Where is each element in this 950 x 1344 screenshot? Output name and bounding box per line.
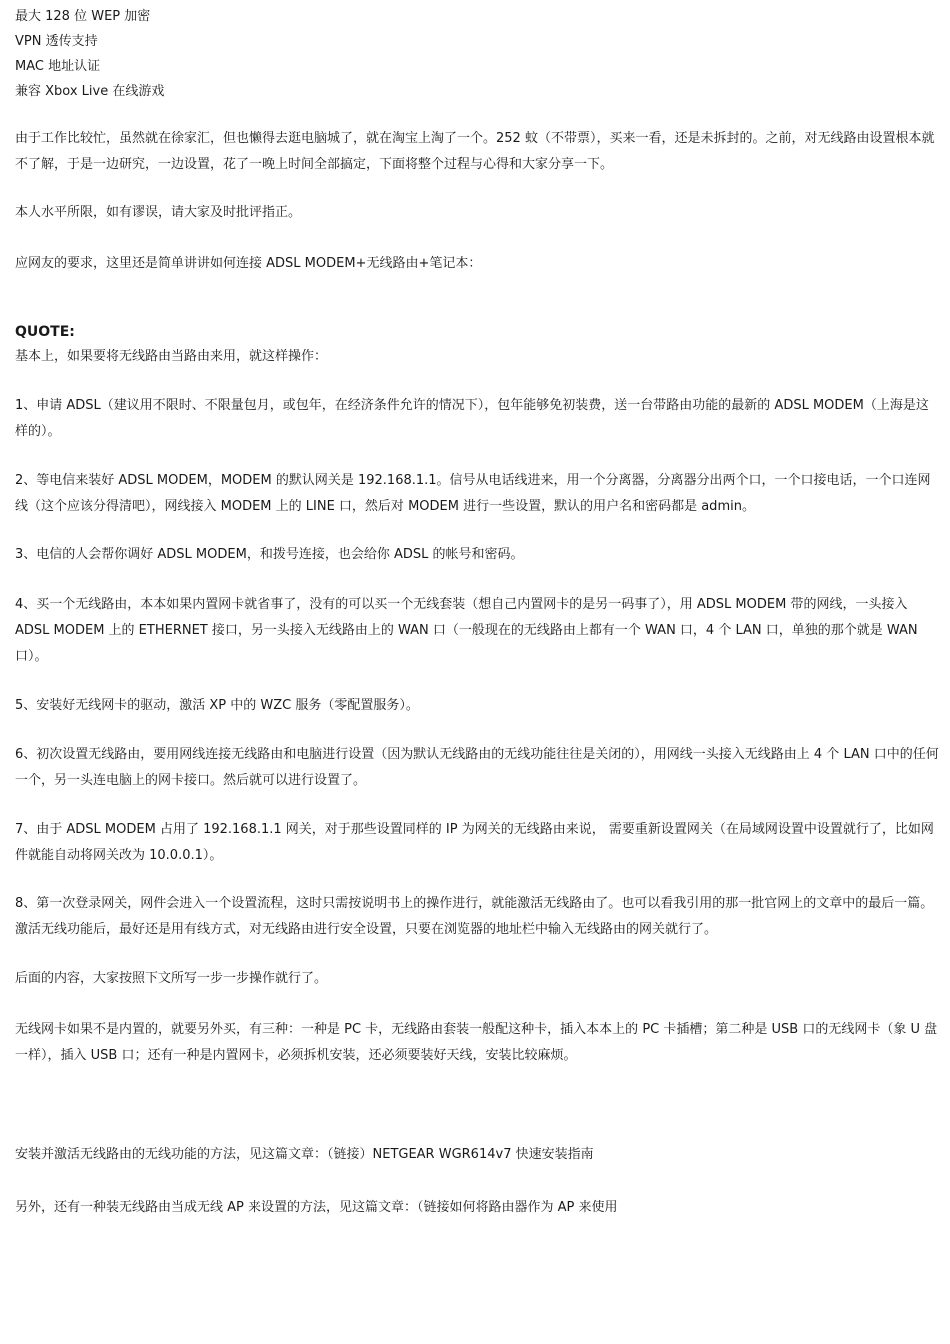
step-1: 1、申请 ADSL（建议用不限时、不限量包月，或包年，在经济条件允许的情况下），包年能够免初装费，送一台带路由功能的最新的 ADSL MODEM（上海是这样的）。 <box>15 398 929 439</box>
request-paragraph: 应网友的要求，这里还是简单讲讲如何连接 ADSL MODEM+无线路由+笔记本： <box>15 256 482 271</box>
feature-item: 兼容 Xbox Live 在线游戏 <box>15 84 165 99</box>
step-6: 6、初次设置无线路由，要用网线连接无线路由和电脑进行设置（因为默认无线路由的无线功能往往是关闭的），用网线一头接入无线路由上 4 个 LAN 口中的任何一个，另一头连电脑上的网卡接口。然后就可以进行设置了。 <box>15 747 939 788</box>
quote-label: QUOTE: <box>15 324 75 340</box>
step-3: 3、电信的人会帮你调好 ADSL MODEM，和拨号连接，也会给你 ADSL 的帐号和密码。 <box>15 547 524 562</box>
feature-item: VPN 透传支持 <box>15 34 98 49</box>
feature-item: 最大 128 位 WEP 加密 <box>15 9 151 24</box>
step-4: 4、买一个无线路由，本本如果内置网卡就省事了，没有的可以买一个无线套装（想自己内置网卡的是另一码事了），用 ADSL MODEM 带的网线，一头接入 ADSL MODEM 上的 ETHERNET 接口，另一头接入无线路由上的 WAN 口（一般现在的无线路由上都有一个 WAN 口，4 个 LAN 口，单独的那个就是 WAN 口）。 <box>15 597 918 664</box>
followup-paragraph: 后面的内容，大家按照下文所写一步一步操作就行了。 <box>15 971 328 986</box>
feature-list <box>15 4 164 104</box>
step-8: 8、第一次登录网关，网件会进入一个设置流程，这时只需按说明书上的操作进行，就能激活无线路由了。也可以看我引用的那一批官网上的文章中的最后一篇。激活无线功能后，最好还是用有线方式，对无线路由进行安全设置，只要在浏览器的地址栏中输入无线路由的网关就行了。 <box>15 896 934 937</box>
guide-link-paragraph: 安装并激活无线路由的无线功能的方法，见这篇文章：（链接）NETGEAR WGR614v7 快速安装指南 <box>15 1147 594 1162</box>
wireless-card-paragraph: 无线网卡如果不是内置的，就要另外买，有三种：一种是 PC 卡，无线路由套装一般配这种卡，插入本本上的 PC 卡插槽；第二种是 USB 口的无线网卡（象 U 盘一样），插入 USB 口；还有一种是内置网卡，必须拆机安装，还必须要装好天线，安装比较麻烦。 <box>15 1022 938 1063</box>
intro-paragraph: 由于工作比较忙，虽然就在徐家汇，但也懒得去逛电脑城了，就在淘宝上淘了一个。252 蚊（不带票），买来一看，还是未拆封的。之前，对无线路由设置根本就不了解，于是一边研究，一边设置，花了一晚上时间全部搞定，下面将整个过程与心得和大家分享一下。 <box>15 131 935 172</box>
step-7: 7、由于 ADSL MODEM 占用了 192.168.1.1 网关，对于那些设置同样的 IP 为网关的无线路由来说， 需要重新设置网关（在局域网设置中设置就行了，比如网件就能自动将网关改为 10.0.0.1）。 <box>15 822 934 863</box>
step-2: 2、等电信来装好 ADSL MODEM，MODEM 的默认网关是 192.168.1.1。信号从电话线进来，用一个分离器，分离器分出两个口，一个口接电话，一个口连网线（这个应该分得清吧），网线接入 MODEM 上的 LINE 口，然后对 MODEM 进行一些设置，默认的用户名和密码都是 admin。 <box>15 473 931 514</box>
quote-intro: 基本上，如果要将无线路由当路由来用，就这样操作： <box>15 349 328 364</box>
ap-link-paragraph: 另外，还有一种装无线路由当成无线 AP 来设置的方法，见这篇文章：（链接如何将路由器作为 AP 来使用 <box>15 1200 618 1215</box>
step-5: 5、安装好无线网卡的驱动，激活 XP 中的 WZC 服务（零配置服务）。 <box>15 698 419 713</box>
feature-item: MAC 地址认证 <box>15 59 101 74</box>
disclaimer-paragraph: 本人水平所限，如有谬误，请大家及时批评指正。 <box>15 205 302 220</box>
